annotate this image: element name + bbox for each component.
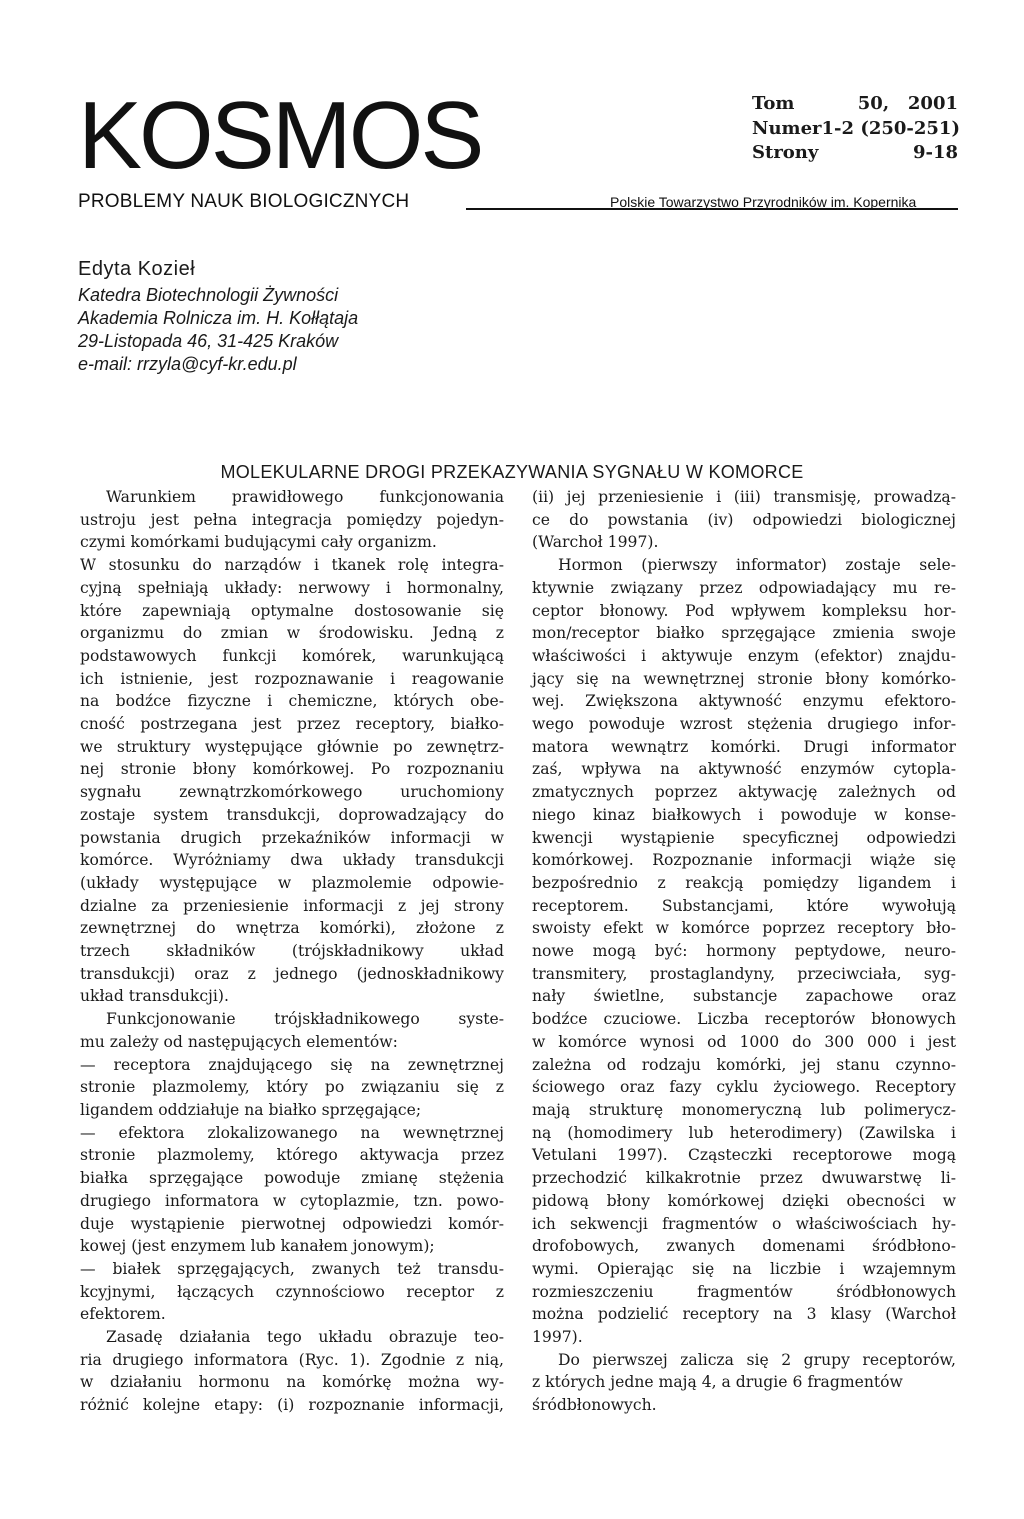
text-line: białka sprzęgające powoduje zmianę stężenia [80,1169,504,1188]
text-line: mają strukturę monomeryczną lub polimerycz- [532,1100,956,1119]
text-line: zależna od rodzaju komórki, jej stanu czynno- [532,1055,956,1074]
text-line: kwencji wystąpienie specyficznej odpowiedzi [532,828,956,847]
text-line: ich sekwencji fragmentów o właściwościach hy- [532,1214,956,1233]
text-line: ktywnie związany przez odpowiadający mu re- [532,578,956,597]
text-line: nały świetlne, substancje zapachowe oraz [532,987,956,1006]
text-line: organizmu do zmian w środowisku. Jedną z [80,624,504,643]
text-line: ną (homodimery lub heterodimery) (Zawilska i [532,1123,956,1142]
text-line: sygnału zewnątrzkomórkowego uruchomiony [80,783,504,802]
text-line: ligandem oddziałuje na białko sprzęgające; [80,1100,422,1119]
society-name: Polskie Towarzystwo Przyrodników im. Kopernika [610,194,917,210]
text-line: zostaje system transdukcji, doprowadzający do [80,805,504,824]
text-line: komórkowej. Rozpoznanie informacji wiąże się [532,851,956,870]
text-line: trzech składników (trójskładnikowy układ [80,942,504,961]
text-line: Zasadę działania tego układu obrazuje teo- [106,1328,504,1347]
text-line: wego powoduje wzrost stężenia drugiego infor- [532,715,956,734]
text-line: ustroju jest pełna integracja pomiędzy pojedyn- [80,510,504,529]
text-line: mon/receptor białko sprzęgające zmienia swoje [532,624,956,643]
volume-info [752,92,958,166]
text-line: na bodźce fizyczne i chemiczne, których obe- [80,692,504,711]
text-line: drofobowych, zwanych domenami śródbłono- [532,1237,956,1256]
text-line: różnić kolejne etapy: (i) rozpoznanie informacji, [80,1396,504,1415]
text-line: cność postrzegana jest przez receptory, białko- [80,715,504,734]
text-line: niego kinaz białkowych i powoduje w konse- [532,805,956,824]
text-line: ce do powstania (iv) odpowiedzi biologicznej [532,510,956,529]
text-line: efektorem. [80,1305,166,1324]
text-line: — receptora znajdującego się na zewnętrznej [80,1055,504,1074]
text-line: ich istnienie, jest rozpoznawanie i reagowanie [80,669,504,688]
author-block [78,258,358,376]
text-line: transdukcji) oraz z jednego (jednoskładnikowy [80,964,504,983]
text-line: układ transdukcji). [80,987,229,1006]
text-line: 1997). [532,1328,583,1347]
text-line: (Warchoł 1997). [532,533,659,552]
text-line: kowej (jest enzymem lub kanałem jonowym); [80,1237,435,1256]
affiliation-line: Akademia Rolnicza im. H. Kołłątaja [78,308,359,328]
text-line: (ii) jej przeniesienie i (iii) transmisję, prowadzą- [532,488,956,506]
volume-info-label: Strony [752,142,819,164]
journal-subtitle: PROBLEMY NAUK BIOLOGICZNYCH [78,191,410,212]
text-line: właściwości i aktywuje enzym (efektor) znajdu- [532,646,956,665]
affiliation-line: 29-Listopada 46, 31-425 Kraków [78,331,339,351]
volume-info-label: Tom [752,93,795,114]
text-line: drugiego informatora w cytoplazmie, tzn. powo- [80,1191,504,1210]
text-line: powstania drugich przekaźników informacji w [80,828,504,847]
text-line: (układy występujące w plazmolemie odpowie- [80,873,504,892]
text-line: Warunkiem prawidłowego funkcjonowania [106,488,504,506]
text-line: — białek sprzęgających, zwanych też transdu- [80,1259,504,1278]
text-line: podstawowych funkcji komórek, warunkującą [80,646,504,665]
text-line: przechodzić kilkakrotnie przez dwuwarstwę li- [532,1169,956,1188]
text-line: zewnętrznej do wnętrza komórki), złożone z [80,919,504,938]
text-line: ceptor błonowy. Pod wpływem kompleksu hor- [532,601,956,620]
text-line: w działaniu hormonu na komórkę można wy- [80,1373,504,1392]
text-line: rozmieszczeniu fragmentów śródbłonowych [532,1282,956,1301]
journal-logo: KOSMOS [78,82,482,189]
text-line: nej stronie błony komórkowej. Po rozpoznaniu [80,760,504,779]
author-affiliation [78,284,358,376]
text-line: bezpośrednio z reakcją pomiędzy ligandem i [532,873,956,892]
text-line: matora wewnątrz komórki. Drugi informator [532,737,956,756]
text-line: W stosunku do narządów i tkanek rolę integra- [80,556,504,575]
text-line: Do pierwszej zalicza się 2 grupy receptorów, [558,1350,956,1369]
volume-info-value: 50, 2001 [857,93,958,114]
text-line: Hormon (pierwszy informator) zostaje sele- [558,556,956,575]
text-line: nowe mogą być: hormony peptydowe, neuro- [532,942,956,961]
author-name: Edyta Kozieł [78,258,196,280]
text-line: wymi. Opierając się na liczbie i wzajemnym [532,1259,956,1278]
text-line: ria drugiego informatora (Ryc. 1). Zgodnie z nią, [80,1350,504,1369]
text-line: stronie plazmolemy, który po związaniu się z [80,1078,504,1097]
text-line: wej. Zwiększona aktywność enzymu efektoro- [532,692,956,711]
text-column-left [80,486,504,1417]
text-line: zaś, wpływa na aktywność enzymów cytopla- [532,760,956,779]
text-line: ściowego oraz fazy cyklu życiowego. Receptory [532,1078,956,1097]
text-line: czymi komórkami budującymi cały organizm. [80,533,437,552]
text-line: cyjną spełniają układy: nerwowy i hormonalny, [80,578,504,597]
text-line: we struktury występujące głównie po zewnętrz- [80,737,504,756]
text-line: duje wystąpienie pierwotnej odpowiedzi komór- [80,1214,504,1233]
volume-info-value: 9-18 [912,142,958,164]
text-line: które zapewniają optymalne dostosowanie się [80,601,504,620]
text-line: śródbłonowych. [532,1396,657,1415]
affiliation-line: e-mail: rrzyla@cyf-kr.edu.pl [78,354,297,374]
volume-info-label: Numer [752,117,822,139]
text-line: można podzielić receptory na 3 klasy (Warchoł [532,1305,956,1324]
text-line: mu zależy od następujących elementów: [80,1032,398,1051]
text-line: dzialne za przeniesienie informacji z jej strony [80,896,504,915]
volume-info-row [752,141,958,166]
volume-info-row [752,92,958,117]
text-line: transmitery, prostaglandyny, przeciwciała, syg- [532,964,956,983]
text-line: stronie plazmolemy, którego aktywacja przez [80,1146,504,1165]
text-line: kcyjnymi, łączących czynnościowo receptor z [80,1282,504,1301]
text-line: bodźce czuciowe. Liczba receptorów błonowych [532,1010,956,1029]
text-line: w komórce wynosi od 1000 do 300 000 i jest [532,1032,956,1051]
volume-info-value: 1-2 (250-251) [821,117,960,139]
text-line: z których jedne mają 4, a drugie 6 fragmentów [532,1373,903,1392]
affiliation-line: Katedra Biotechnologii Żywności [78,285,339,305]
article-title: MOLEKULARNE DROGI PRZEKAZYWANIA SYGNAŁU W KOMORCE [220,462,804,482]
text-line: Vetulani 1997). Cząsteczki receptorowe mogą [532,1146,956,1165]
text-line: zmatycznych poprzez aktywację zależnych od [532,783,956,802]
text-line: receptorem. Substancjami, które wywołują [532,896,956,915]
journal-header [78,82,960,212]
text-line: pidową błony komórkowej dzięki obecności w [532,1191,956,1210]
text-line: Funkcjonowanie trójskładnikowego syste- [106,1010,504,1029]
text-line: komórce. Wyróżniamy dwa układy transdukcji [80,851,504,870]
text-line: — efektora zlokalizowanego na wewnętrznej [80,1123,504,1142]
text-line: jący się na wewnętrznej stronie błony komórko- [532,669,956,688]
text-column-right [532,486,956,1417]
volume-info-row [752,117,958,142]
text-line: swoisty efekt w komórce poprzez receptory bło- [532,919,956,938]
